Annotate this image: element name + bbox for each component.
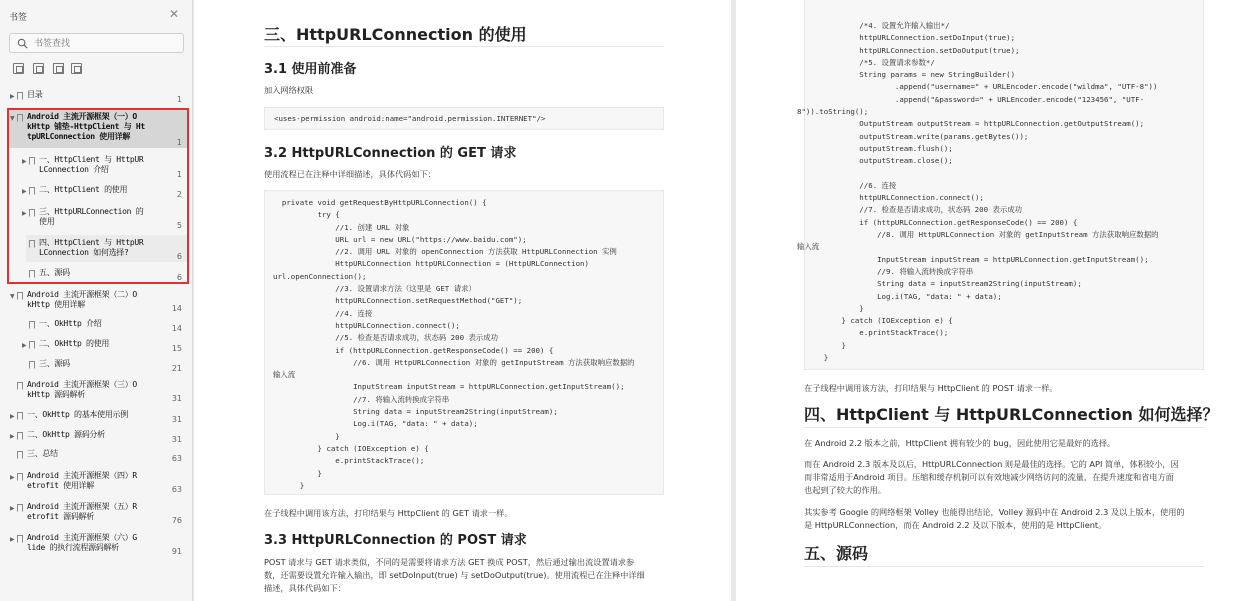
sidebar-item-page: 14 [171,304,182,313]
sidebar-item-chapter-2[interactable] [0,290,192,314]
sidebar-item-ch3-sec2[interactable] [0,430,192,444]
sidebar-item-label: Android 主流开源框架（二）O kHttp 使用详解 [27,290,137,309]
sidebar-item-page: 1 [176,95,182,104]
sidebar-item-label: 三、源码 [39,359,70,368]
sidebar-item-label: Android 主流开源框架（四）R etrofit 使用详解 [27,471,137,490]
expand-all-icon[interactable] [13,63,24,74]
sidebar-item-label: 四、HttpClient 与 HttpUR LConnection 如何选择? [39,238,144,257]
bookmark-icon [17,92,23,100]
sidebar-item-page: 6 [176,273,182,282]
bookmark-icon [17,382,23,390]
sidebar-item-page: 76 [171,516,182,525]
sidebar-item-page: 31 [171,415,182,424]
bookmark-icon [17,412,23,420]
paragraph-get: 使用流程已在注释中详细描述，具体代码如下： [264,169,436,179]
sidebar-item-page: 15 [171,344,182,353]
sidebar-item-label: Android 主流开源框架（五）R etrofit 源码解析 [27,502,137,521]
sidebar-item-chapter-3[interactable] [0,380,192,404]
bookmark-icon [29,361,35,369]
bookmark-icon [17,504,23,512]
bookmark-icon [29,321,35,329]
expand-arrow-icon[interactable]: ▶ [22,188,27,195]
section-heading-5: 五、源码 [804,544,869,563]
paragraph-post: POST 请求与 GET 请求类似，不同的是需要将请求方法 GET 换成 POST，然后通过输出流设置请求参 数，还需要设置允许输入输出，即 setDoInput(true) 与 setDoOutput(true)。使用流程已在注释中详细 描述，具体代码如下： [264,557,645,593]
sidebar-item-ch3-sec3[interactable] [0,449,192,463]
expand-arrow-icon[interactable]: ▶ [10,433,15,440]
bookmark-icon [17,292,23,300]
bookmark-icon [17,473,23,481]
code-block-permission [264,107,664,130]
subheading-3-1: 3.1 使用前准备 [264,62,357,77]
sidebar-item-ch2-sec2[interactable] [0,339,192,353]
sidebar-item-label: 五、源码 [39,268,70,277]
sidebar-item-page: 2 [176,190,182,199]
bookmark-icon [17,432,23,440]
bookmark-search[interactable] [9,33,184,53]
paragraph-volley: 其实参考 Google 的网络框架 Volley 也能得出结论，Volley 源码中在 Android 2.3 及以上版本，使用的 是 HttpURLConnection，而在 Android 2.2 及以下版本，使用的是 HttpClient。 [804,507,1185,530]
expand-arrow-icon[interactable]: ▶ [22,342,27,349]
sidebar-item-label: 一、OkHttp 介绍 [39,319,102,328]
sidebar-item-page: 6 [176,252,182,261]
sidebar-item-label: Android 主流开源框架（三）O kHttp 源码解析 [27,380,137,399]
sidebar-item-ch2-sec3[interactable] [0,359,192,373]
paragraph-android-23: 而在 Android 2.3 版本及以后，HttpURLConnection 则是最佳的选择。它的 API 简单，体积较小，因 而非常适用于Android 项目。压缩和缓存机制可以有效地减少网络访问的流量，在提升速度和省电方面 也起到了较大的作用。 [804,459,1179,495]
sidebar-item-label: 二、HttpClient 的使用 [39,185,128,194]
search-icon [17,38,28,49]
sidebar-item-chapter-5[interactable] [0,502,192,526]
bookmark-sidebar [0,0,193,601]
sidebar-item-label: 二、OkHttp 的使用 [39,339,110,348]
sidebar-item-page: 91 [171,547,182,556]
sidebar-item-page: 63 [171,454,182,463]
sidebar-item-page: 1 [176,138,182,147]
bookmark-icon [17,451,23,459]
sidebar-item-ch2-sec1[interactable] [0,319,192,333]
sidebar-item-page: 63 [171,485,182,494]
expand-arrow-icon[interactable]: ▶ [22,158,27,165]
section-heading-3: 三、HttpURLConnection 的使用 [264,25,527,44]
heading-rule [804,427,1204,428]
sidebar-item-label: 一、HttpClient 与 HttpUR LConnection 介绍 [39,155,144,174]
paragraph-after-post: 在子线程中调用该方法，打印结果与 HttpClient 的 POST 请求一样。 [804,383,1058,393]
section-heading-4: 四、HttpClient 与 HttpURLConnection 如何选择？ [804,405,1219,424]
bookmark-icon [17,535,23,543]
sidebar-item-chapter-4[interactable] [0,471,192,495]
paragraph-network: 加入网络权限 [264,85,314,95]
bookmark-icon [29,341,35,349]
expand-arrow-icon[interactable]: ▶ [10,93,15,100]
heading-rule [264,46,664,47]
sidebar-item-page: 31 [171,394,182,403]
add-bookmark-icon[interactable] [53,63,64,74]
sidebar-item-label: 目录 [27,90,43,99]
sidebar-item-page: 31 [171,435,182,444]
sidebar-item-page: 21 [171,364,182,373]
sidebar-item-label: Android 主流开源框架（六）G lide 的执行流程源码解析 [27,533,137,552]
sidebar-item-chapter-6[interactable] [0,533,192,557]
sidebar-item-ch3-sec1[interactable] [0,410,192,424]
sidebar-item-toc[interactable] [0,90,192,104]
sidebar-item-page: 1 [176,170,182,179]
subheading-3-2: 3.2 HttpURLConnection 的 GET 请求 [264,146,517,161]
subheading-3-3: 3.3 HttpURLConnection 的 POST 请求 [264,533,527,548]
selection-annotation-box [7,108,189,284]
heading-rule [804,566,1204,567]
code-text: <uses-permission android:name="android.permission.INTERNET"/> [274,114,546,123]
bookmark-icon[interactable] [71,63,82,74]
sidebar-title: 书签 [9,13,28,23]
sidebar-item-label: 一、OkHttp 的基本使用示例 [27,410,128,419]
code-text: /*4. 设置允许输入输出*/ httpURLConnection.setDoInput(true); httpURLConnection.setDoOutput(true); /*5. 设置请求参数*/ String params = new StringBuilder() .append("username=" + URLEncoder.encode("wildma", "UTF-8")) .append("&password=" + URLEncoder.encode("123456", "UTF- 8")).toString(); OutputStream outputStream = httpURLConnection.getOutputStream(); outputStream.write(params.getBytes()); outputStream.flush(); outputStream.close(); //6. 连接 httpURLConnection.connect(); //7. 检查是否请求成功，状态码 200 表示成功 if (httpURLConnection.getResponseCode() == 200) { //8. 调用 HttpURLConnection 对象的 getInputStream 方法获取响应数据的 输入流 InputStream inputStream = httpURLConnection.getInputStream(); //9. 将输入流转换成字符串 String data = inputStream2String(inputStream); Log.i(TAG, "data: " + data); } } catch (IOException e) { e.printStackTrace(); } } [797,21,1159,363]
collapse-arrow-icon[interactable]: ▼ [10,115,15,122]
sidebar-item-label: 三、HttpURLConnection 的 使用 [39,207,144,226]
sidebar-item-label: Android 主流开源框架（一）O kHttp 铺垫-HttpClient 与 Ht tpURLConnection 使用详解 [27,112,145,141]
expand-arrow-icon[interactable]: ▶ [22,210,27,217]
expand-arrow-icon[interactable]: ▶ [10,505,15,512]
close-icon[interactable]: ✕ [168,7,180,21]
bookmark-search-input[interactable] [34,36,179,51]
code-text: private void getRequestByHttpURLConnection() { try { //1. 创建 URL 对象 URL url = new URL("https://www.baidu.com"); //2. 调用 URL 对象的 openConnection 方法获取 HttpURLConnection 实例 HttpURLConnection httpURLConnection = (HttpURLConnection) url.openConnection(); //3. 设置请求方法（这里是 GET 请求） httpURLConnection.setRequestMethod("GET"); //4. 连接 httpURLConnection.connect(); //5. 检查是否请求成功，状态码 200 表示成功 if (httpURLConnection.getResponseCode() == 200) { //6. 调用 HttpURLConnection 对象的 getInputStream 方法获取响应数据的 输入流 InputStream inputStream = httpURLConnection.getInputStream(); //7. 将输入流转换成字符串 String data = inputStream2String(inputStream); Log.i(TAG, "data: " + data); } } catch (IOException e) { e.printStackTrace(); } } [273,198,635,490]
expand-arrow-icon[interactable]: ▶ [10,413,15,420]
expand-arrow-icon[interactable]: ▶ [10,536,15,543]
code-block-post [797,0,1204,370]
code-block-get [264,190,664,495]
document-page-right [736,0,1240,601]
expand-arrow-icon[interactable]: ▶ [10,474,15,481]
sidebar-header [0,0,192,30]
sidebar-item-label: 三、总结 [27,449,58,458]
collapse-all-icon[interactable] [33,63,44,74]
collapse-arrow-icon[interactable]: ▼ [10,293,15,300]
paragraph-after-get: 在子线程中调用该方法，打印结果与 HttpClient 的 GET 请求一样。 [264,508,513,518]
document-page-left [194,0,731,601]
sidebar-item-page: 5 [176,221,182,230]
sidebar-item-label: 二、OkHttp 源码分析 [27,430,105,439]
paragraph-android-22: 在 Android 2.2 版本之前，HttpClient 拥有较少的 bug，因此使用它是最好的选择。 [804,438,1116,448]
sidebar-item-page: 14 [171,324,182,333]
